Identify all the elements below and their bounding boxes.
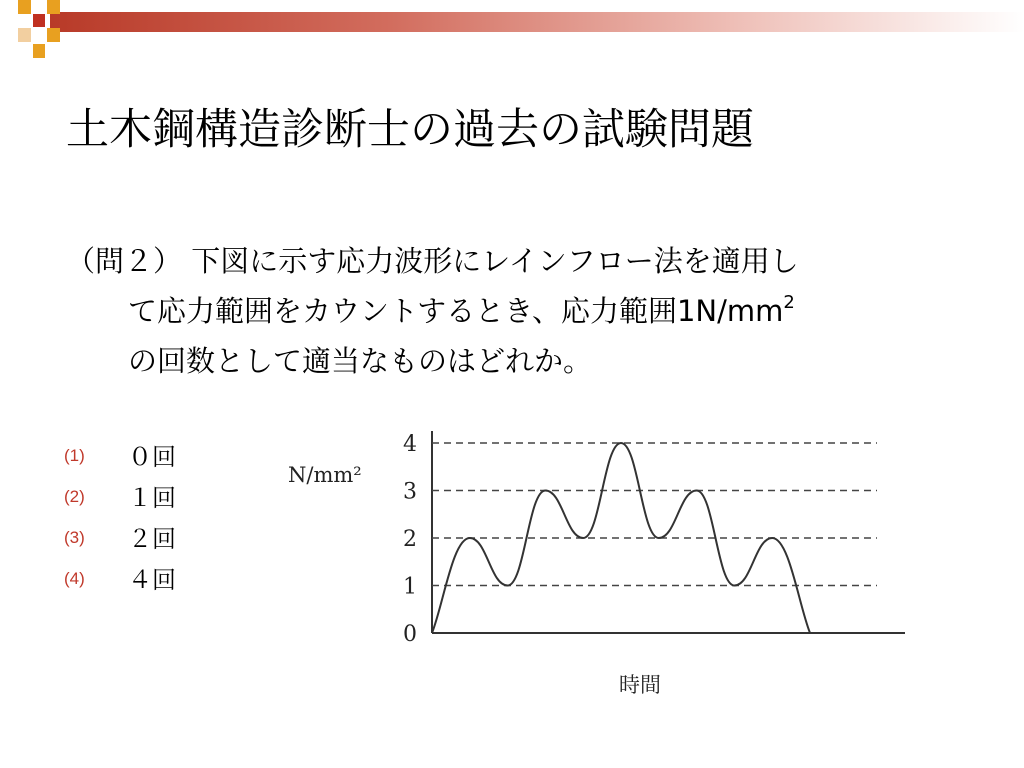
option-number: (4) [64,569,85,588]
option-number: (1) [64,446,85,465]
y-tick-label: 4 [403,432,417,457]
option-text: ２回 [128,525,176,553]
deco-square [18,28,31,42]
deco-square [18,0,31,14]
stress-waveform-chart [270,410,920,710]
question-line-3: の回数として適当なものはどれか。 [128,344,593,378]
slide-title: 土木鋼構造診断士の過去の試験問題 [66,105,754,155]
option-text: ４回 [128,566,176,594]
deco-square [47,28,60,42]
question-line-2 [66,286,966,336]
y-tick-label: 2 [403,527,417,552]
question-text [66,236,966,386]
option-text: ０回 [128,443,176,471]
header-gradient-bar [50,12,1024,32]
deco-square [33,44,45,58]
option-text: １回 [128,484,176,512]
y-tick-labels [403,432,417,647]
y-tick-label: 3 [403,479,417,505]
option-number: (3) [64,528,85,547]
question-line-1: （問２） 下図に示す応力波形にレインフロー法を適用し [66,244,799,278]
deco-square [33,14,45,27]
header-decoration [0,0,1024,62]
gridlines [432,443,877,586]
question-superscript: 2 [783,292,795,313]
question-line-2-main: て応力範囲をカウントするとき、応力範囲1N/mm [128,294,784,328]
stress-waveform-line [432,443,810,633]
y-tick-label: 1 [403,574,417,600]
option-number: (2) [64,487,85,506]
y-axis-label: N/mm² [288,463,362,487]
x-axis-label: 時間 [619,673,661,697]
deco-square [47,0,60,14]
y-tick-label: 0 [403,622,417,647]
